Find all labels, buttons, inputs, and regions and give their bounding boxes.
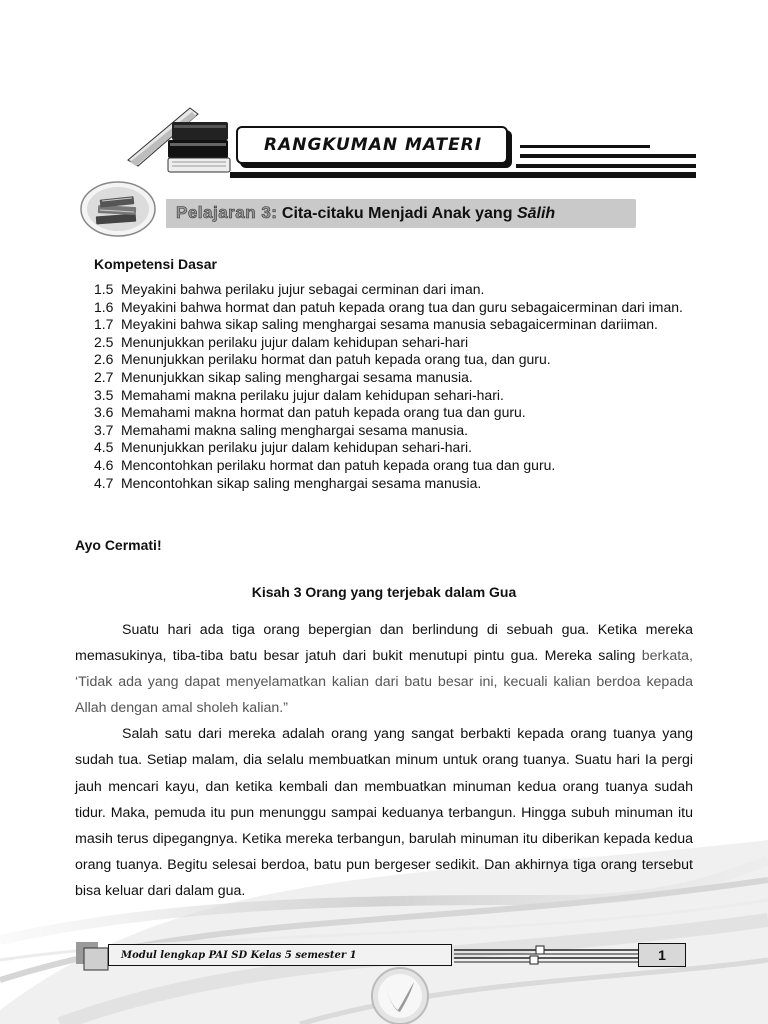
book-stack-badge-icon — [80, 181, 156, 237]
banner-title-box — [236, 126, 508, 164]
item-number: 3.7 — [94, 421, 114, 438]
item-text: Mencontohkan perilaku hormat dan patuh kepada orang tua dan guru. — [121, 456, 556, 473]
item-text: Meyakini bahwa sikap saling menghargai sesama manusia sebagaicerminan dariiman. — [121, 316, 658, 333]
item-number: 1.5 — [94, 281, 114, 297]
list-item — [94, 281, 694, 299]
lesson-title-text: Cita-citaku Menjadi Anak yang — [281, 205, 513, 222]
page-number: 1 — [658, 947, 666, 963]
list-item — [94, 334, 694, 352]
list-item — [94, 475, 694, 493]
lesson-heading — [176, 203, 555, 223]
item-text: Menunjukkan sikap saling menghargai sesama manusia. — [121, 368, 473, 385]
item-text: Memahami makna perilaku jujur dalam kehidupan sehari-hari. — [121, 386, 504, 403]
list-item — [94, 299, 694, 317]
item-number: 3.5 — [94, 386, 114, 403]
lesson-label: Pelajaran 3: — [176, 203, 278, 222]
item-text: Menunjukkan perilaku jujur dalam kehidupan sehari-hari. — [121, 439, 472, 456]
story-title: Kisah 3 Orang yang terjebak dalam Gua — [251, 584, 517, 600]
list-item — [94, 387, 694, 405]
kompetensi-list — [94, 281, 694, 492]
item-number: 3.6 — [94, 404, 114, 421]
story-paragraph — [75, 617, 693, 721]
lesson-title-italic: Sālih — [516, 205, 556, 222]
item-text: Menunjukkan perilaku jujur dalam kehidupan sehari-hari — [121, 333, 469, 350]
banner-title: RANGKUMAN MATERI — [264, 135, 483, 155]
page-number-box — [638, 943, 686, 967]
banner-stripe — [520, 145, 650, 148]
lesson-title — [282, 205, 555, 222]
banner-stripe — [516, 164, 696, 168]
list-item — [94, 422, 694, 440]
list-item — [94, 369, 694, 387]
books-illustration-icon — [120, 100, 240, 180]
item-text: Memahami makna saling menghargai sesama manusia. — [121, 421, 469, 438]
item-number: 2.7 — [94, 368, 114, 385]
publisher-logo-icon — [368, 964, 432, 1024]
story-body — [75, 617, 693, 904]
item-text: Mencontohkan sikap saling menghargai sesama manusia. — [121, 474, 482, 491]
banner-stripe — [230, 172, 696, 178]
item-number: 4.7 — [94, 474, 114, 491]
footer-module-text: Modul lengkap PAI SD Kelas 5 semester 1 — [121, 949, 357, 961]
item-number: 1.6 — [94, 298, 114, 315]
item-text: Meyakini bahwa hormat dan patuh kepada orang tua dan guru sebagaicerminan dari iman. — [121, 298, 683, 315]
story-paragraph: Salah satu dari mereka adalah orang yang sangat berbakti kepada orang tuanya yang sudah tua. Setiap malam, dia selalu membuatkan minum untuk orang tuanya. Suatu hari Ia pergi jauh mencari kayu, dan ketika kembali dan membuatkan minuman kedua orang tuanya sudah tidur. Maka, pemuda itu pun menunggu sampai keduanya terbangun. Hingga subuh minuman itu masih terus dipegangnya. Ketika mereka terbangun, barulah minuman itu diberikan kepada kedua orang tuanya. Begitu selesai berdoa, batu pun bergeser sedikit. Dan akhirnya tiga orang tersebut bisa keluar dari dalam gua. — [75, 726, 693, 899]
item-number: 2.5 — [94, 333, 114, 350]
list-item — [94, 404, 694, 422]
banner-stripe — [520, 154, 696, 158]
item-text: Meyakini bahwa perilaku jujur sebagai cerminan dari iman. — [121, 281, 485, 297]
ayo-cermati-heading: Ayo Cermati! — [75, 537, 162, 553]
item-text: Menunjukkan perilaku hormat dan patuh kepada orang tua, dan guru. — [121, 351, 551, 368]
list-item — [94, 351, 694, 369]
footer-module-label — [108, 944, 452, 966]
item-number: 1.7 — [94, 316, 114, 333]
item-number: 4.6 — [94, 456, 114, 473]
item-text: Memahami makna hormat dan patuh kepada orang tua dan guru. — [121, 404, 526, 421]
item-number: 4.5 — [94, 439, 114, 456]
list-item — [94, 457, 694, 475]
item-number: 2.6 — [94, 351, 114, 368]
list-item — [94, 316, 694, 334]
list-item — [94, 439, 694, 457]
story-quote-text: berkata, ‘Tidak ada yang dapat menyelamatkan kalian dari batu besar ini, kecuali kalian berdoa kepada Allah dengan amal sholeh kalian.” — [75, 648, 693, 717]
kompetensi-heading: Kompetensi Dasar — [94, 256, 217, 272]
story-paragraph-text: Suatu hari ada tiga orang bepergian dan berlindung di sebuah gua. Ketika mereka memasukinya, tiba-tiba batu besar jatuh dari bukit menutupi pintu gua. Mereka saling — [75, 622, 693, 665]
